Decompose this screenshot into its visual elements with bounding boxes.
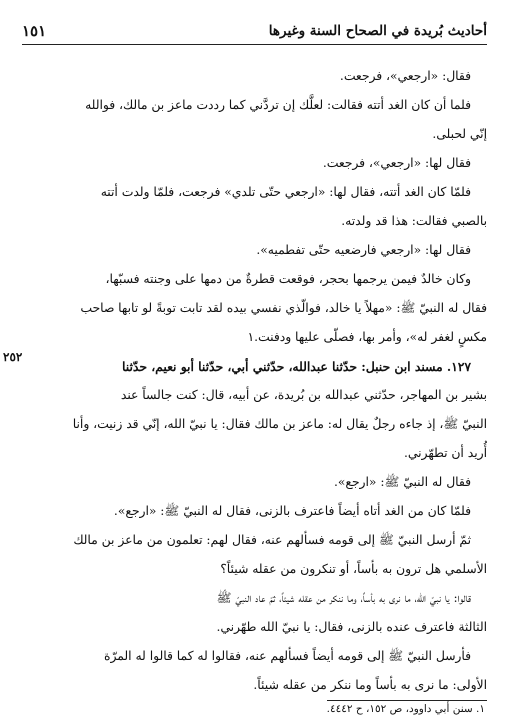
- footnote: ١. سنن أبي داوود، ص ١٥٢، ح ٤٤٤٢.: [326, 703, 485, 715]
- text-line: الأولى: ما نرى به بأساً وما ننكر من عقله شيئاً.: [253, 678, 487, 692]
- text-line: وكان خالدٌ فيمن يرجمها بحجر، فوقعت قطرةٌ من دمها على وجنته فسبّها،: [105, 272, 471, 286]
- text-line: فقال له النبيّ ﷺ: «مهلاً يا خالد، فوالّذي نفسي بيده لقد تابت توبةً لو تابها صاحب: [80, 301, 487, 315]
- text-line: بشير بن المهاجر، حدّثني عبدالله بن بُريدة، عن أبيه، قال: كنت جالساً عند: [120, 388, 487, 402]
- text-line: ثمّ أرسل النبيّ ﷺ إلى قومه فسألهم عنه، فقال لهم: تعلمون من ماعز بن مالك: [73, 533, 471, 547]
- text-line: فلمّا كان الغد أتته، فقال لها: «ارجعي حتّى تلدي» فرجعت، فلمّا ولدت أتته: [100, 185, 471, 199]
- page-body: [22, 62, 487, 700]
- text-line: إنّي لحبلى.: [432, 127, 487, 141]
- text-line: النبيّ ﷺ، إذ جاءه رجلٌ يقال له: ماعز بن مالك فقال: يا نبيّ الله، إنّي قد زنيت، وأنا: [72, 417, 487, 431]
- text-line: أُريد أن تطهّرني.: [403, 446, 487, 460]
- footnote-divider: [327, 700, 487, 701]
- text-line: فقال: «ارجعي»، فرجعت.: [339, 69, 471, 83]
- text-line: فقال لها: «ارجعي فارضعيه حتّى تفطميه».: [256, 243, 471, 257]
- text-line: فقال لها: «ارجعي»، فرجعت.: [322, 156, 471, 170]
- text-line: فلما أن كان الغد أتته فقالت: لعلَّك إن تردَّني كما رددت ماعز بن مالك، فوالله: [85, 98, 471, 112]
- text-line: مكسٍ لغفر له»، وأمر بها، فصلّى عليها ودفنت.١: [247, 330, 487, 344]
- page-number: ١٥١: [22, 22, 47, 40]
- text-line: الأسلمي هل ترون به بأساً، أو تنكرون من عقله شيئاً؟: [220, 562, 487, 576]
- text-line: الثالثة فاعترف عنده بالزنى، فقال: يا نبيّ الله طهّرني.: [216, 620, 487, 634]
- text-line: فلمّا كان من الغد أتاه أيضاً فاعترف بالزنى، فقال له النبيّ ﷺ: «ارجع».: [113, 504, 471, 518]
- text-line: بالصبي فقالت: هذا قد ولدته.: [341, 214, 487, 228]
- hadith-heading: ١٢٧. مسند ابن حنبل: حدّثنا عبدالله، حدّثني أبي، حدّثنا أبو نعيم، حدّثنا: [121, 359, 471, 374]
- running-title: أحاديث بُريدة في الصحاح السنة وغيرها: [268, 23, 487, 39]
- hadith-side-number: ٢٥٢: [3, 350, 23, 364]
- text-line: فأرسل النبيّ ﷺ إلى قومه أيضاً فسألهم عنه، فقالوا له كما قالوا له المرّة: [104, 649, 471, 663]
- text-line: فقال له النبيّ ﷺ: «ارجع».: [333, 475, 471, 489]
- text-line: قالوا: يا نبيّ الله، ما نرى به بأساً، وما ننكر من عقله شيئاً، ثمّ عاد النبيّ ﷺ: [216, 591, 471, 605]
- running-header: [22, 18, 487, 45]
